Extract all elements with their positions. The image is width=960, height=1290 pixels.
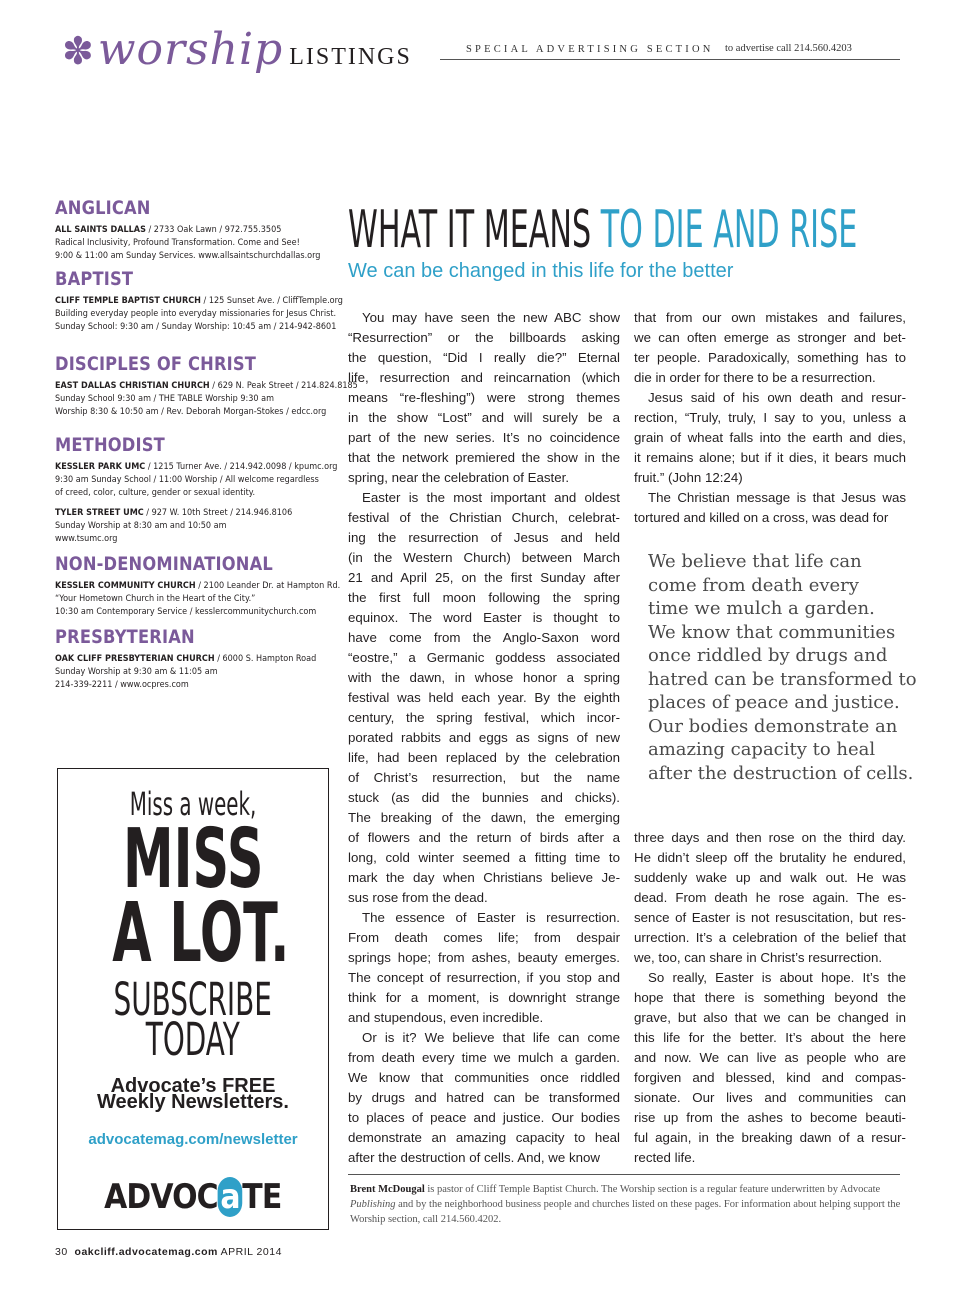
article-line: grave, but also that we can be changed in [634,1010,906,1025]
article-line: to places of peace and justice. Our bodies [348,1110,620,1125]
worship-logo [62,24,412,75]
pull-quote-line: after the destruction of cells. [648,762,914,784]
article-line: springs hope; from ashes, beauty emerges. [348,950,620,965]
article-line: life, resurrection and reincarnation (which [348,370,620,385]
advocate-logo: ADVOCaTE [104,1177,282,1217]
pull-quote-line: amazing capacity to heal [648,739,876,760]
church-name: KESSLER COMMUNITY CHURCH [55,581,196,591]
pull-quote-line: We believe that life can [648,551,862,572]
article-line: that the network premiered the show in the [348,450,620,465]
article-column-2-top [634,308,906,528]
article-line: life, had been replaced by the celebration [348,750,620,765]
article-line: think for a moment, is downright strange [348,990,620,1005]
church-listing: TYLER STREET UMC / 927 W. 10th Street / 214.946.8106 Sunday Worship at 8:30 am and 10:50 am www.tsumc.org [55,508,293,544]
pull-quote-line: Our bodies demonstrate an [648,715,898,737]
article-line: sence of Easter is not resuscitation, but res- [634,910,906,925]
article-line: The essence of Easter is resurrection. [362,910,620,925]
article-line: century, the spring festival, which incor- [348,710,620,725]
pull-quote-line: once riddled by drugs and [648,645,888,666]
article-line: rection, “Truly, truly, I say to you, unless a [634,410,906,425]
denomination-heading: PRESBYTERIAN [55,627,195,648]
article-line: The Christian message is that Jesus was [648,490,906,505]
ad-line-weekly-newsletters: Weekly Newsletters. [97,1091,289,1113]
article-line: have come from the Anglo-Saxon word [348,630,620,645]
header-divider [440,59,900,60]
article-line: From death comes life; from despair [348,930,620,945]
pull-quote-line: We know that communities [648,621,896,643]
article-line: rected life. [634,1150,696,1165]
ad-line-a-lot: A LOT. [112,886,290,981]
article-line: rise up from the ashes to become beauti- [634,1110,906,1125]
article-column-1 [348,308,620,1168]
ad-line-miss: MISS [122,812,264,907]
article-line: stuck (as did the bunnies and chicks). [348,790,620,805]
article-line: (in the Western Church) between March [348,550,620,565]
flower-icon: ✽ [62,29,94,73]
article-line: and now. We can live as people who are [634,1050,906,1065]
ad-line-today: TODAY [146,1013,240,1066]
page-number: 30 [55,1246,68,1258]
author-credit: Brent McDougal is pastor of Cliff Temple Baptist Church. The Worship section is a regular feature underwritten by Advocate Publishing and by the neighborhood business people and churches listed on these pages. For information about helping support the Worship section, call 214.560.4202. [350,1184,901,1225]
church-listing: CLIFF TEMPLE BAPTIST CHURCH / 125 Sunset Ave. / CliffTemple.org Building everyday people into everyday missionaries for Jesus Christ. Sunday School: 9:30 am / Sunday Worship: 10:45 am / 214-942-8601 [55,296,343,332]
article-line: from death every time we mulch a garden. [348,1050,620,1065]
article-line: He didn’t sleep off the brutality he endured, [634,850,906,865]
church-listing: ALL SAINTS DALLAS / 2733 Oak Lawn / 972.755.3505 Radical Inclusivity, Profound Transformation. Come and See! 9:00 & 11:00 am Sunday Services. www.allsaintschurchdallas.org [55,225,321,261]
article-line: urrection. It’s a celebration of the belief that [634,930,906,945]
pull-quote-line: time we mulch a garden. [648,598,875,619]
article-line: festival of the Christian Church, celebrat- [348,510,620,525]
logo-worship-text: worship [97,24,284,75]
article-line: the question, “Did I really die?” Eternal [348,350,620,365]
article-line: ing the resurrection of Jesus and held [348,530,620,545]
newsletter-ad[interactable] [57,768,329,1230]
article-line: The breaking of the dawn, the emerging [348,810,620,825]
advertise-phone: to advertise call 214.560.4203 [725,43,852,54]
footer-date: APRIL 2014 [220,1246,282,1258]
article-line: die in order for there to be a resurrection. [634,370,876,385]
article-title: WHAT IT MEANS TO DIE AND RISE [348,200,858,260]
author-name: Brent McDougal [350,1184,425,1195]
article-line: tortured and killed on a cross, was dead for [634,510,889,525]
article-line: ter people. Paradoxically, something has to [634,350,906,365]
denomination-heading: ANGLICAN [55,198,151,219]
church-name: OAK CLIFF PRESBYTERIAN CHURCH [55,654,215,664]
article-line: of flowers and the return of birds after a [348,830,620,845]
article-line: fruit.” (John 12:24) [634,470,743,485]
article-line: we, too, can share in Christ’s resurrection. [634,950,883,965]
church-name: CLIFF TEMPLE BAPTIST CHURCH [55,296,201,306]
denomination-heading: BAPTIST [55,269,134,290]
article-line: means “re-fleshing”) were strong themes [348,390,620,405]
article-line: dead. From death he rose again. The es- [634,890,906,905]
article-line: that from our own mistakes and failures, [634,310,906,325]
denomination-heading: DISCIPLES OF CHRIST [55,354,257,375]
article-line: “Resurrection” or the billboards asking [348,330,620,345]
article-line: grain of wheat falls into the earth and dies, [634,430,906,445]
article-line: The concept of resurrection, if you stop and [348,970,620,985]
ad-newsletter-link[interactable]: advocatemag.com/newsletter [88,1131,298,1148]
article-line: So really, Easter is about hope. It’s the [648,970,906,985]
article-line: long, cold winter seemed a fitting time to [348,850,620,865]
pull-quote-line: places of peace and justice. [648,692,900,713]
denomination-heading: METHODIST [55,435,165,456]
church-name: TYLER STREET UMC [55,508,144,518]
article-line: We know that communities once riddled [348,1070,620,1085]
article-line: suddenly wake up and walk out. He was [634,870,906,885]
article-line: this life for the better. It’s about the here [634,1030,906,1045]
article-line: in the show “Lost” and will surely be a [348,410,620,425]
article-line: festival was held each year. By the eighth [348,690,620,705]
article-line: demonstrate an amazing capacity to heal [348,1130,620,1145]
article-line: with the dawn, in whose honor a spring [348,670,620,685]
pull-quote [648,550,917,785]
article-subtitle: We can be changed in this life for the better [348,260,734,282]
ad-line-advocates-free: Advocate’s FREE [110,1075,276,1097]
article-line: sus rose from the dead. [348,890,488,905]
church-name: EAST DALLAS CHRISTIAN CHURCH [55,381,210,391]
article-line: equinox. The word Easter is thought to [348,610,620,625]
footer-site: oakcliff.advocatemag.com [74,1246,218,1258]
article-line: forgiven and blessed, kind and compas- [634,1070,906,1085]
article-line: it remains alone; but if it dies, it bears much [634,450,906,465]
article-line: Easter is the most important and oldest [362,490,620,505]
article-line: we can often emerge as stronger and bet- [634,330,906,345]
article-line: part of the new series. It’s no coincidence [348,430,620,445]
article-line: of Christ’s resurrection, but the name [348,770,620,785]
article-line: and stupendous, even incredible. [348,1010,544,1025]
church-listing: OAK CLIFF PRESBYTERIAN CHURCH / 6000 S. Hampton Road Sunday Worship at 9:30 am & 11:05 am 214-339-2211 / www.ocpres.com [55,654,317,690]
article-column-2-bottom [634,828,906,1168]
church-name: KESSLER PARK UMC [55,462,146,472]
logo-listings-text: LISTINGS [289,44,412,70]
article-line: by drugs and hatred can be transformed [348,1090,620,1105]
article-line: You may have seen the new ABC show [362,310,620,325]
article-line: three days and then rose on the third day. [634,830,906,845]
special-section-label: SPECIAL ADVERTISING SECTION [466,44,714,55]
article-line: after the destruction of cells. And, we know [348,1150,601,1165]
article-line: Or is it? We believe that life can come [362,1030,620,1045]
church-listing: KESSLER COMMUNITY CHURCH / 2100 Leander Dr. at Hampton Rd. “Your Hometown Church in the Heart of the City.” 10:30 am Contemporary Service / kesslercommunitychurch.com [55,581,341,617]
article-line: Jesus said of his own death and resur- [648,390,906,405]
pull-quote-line: come from death every [648,574,859,596]
credit-divider [348,1174,900,1175]
church-listing: KESSLER PARK UMC / 1215 Turner Ave. / 214.942.0098 / kpumc.org 9:30 am Sunday School / 11:00 Worship / All welcome regardless of creed, color, culture, gender or sexual identity. [55,462,338,498]
church-listings [55,198,358,692]
article-line: ful again, in the breaking dawn of a resur- [634,1130,906,1145]
church-name: ALL SAINTS DALLAS [55,225,146,235]
ad-line-subscribe: SUBSCRIBE [113,973,273,1026]
article-line: spring, near the celebration of Easter. [348,470,570,485]
article-line: porated rabbits and eggs as signs of new [348,730,620,745]
denomination-heading: NON-DENOMINATIONAL [55,554,273,575]
article-line: hope that there is something beyond the [634,990,906,1005]
article-line: 21 and April 25, on the first Sunday after [348,570,620,585]
article-line: the first full moon following the spring [348,590,620,605]
page-footer [55,1246,282,1258]
ad-line-miss-a-week: Miss a week, [129,785,257,823]
article-line: sionate. Our lives and communities can [634,1090,906,1105]
article-line: “eostre,” a Germanic goddess associated [348,650,620,665]
article-line: mark the day when Christians believe Je- [348,870,620,885]
pull-quote-line: hatred can be transformed to [648,668,917,690]
church-listing: EAST DALLAS CHRISTIAN CHURCH / 629 N. Peak Street / 214.824.8185 Sunday School 9:30 am / THE TABLE Worship 9:30 am Worship 8:30 & 10:50 am / Rev. Deborah Morgan-Stokes / edcc.org [55,381,358,417]
